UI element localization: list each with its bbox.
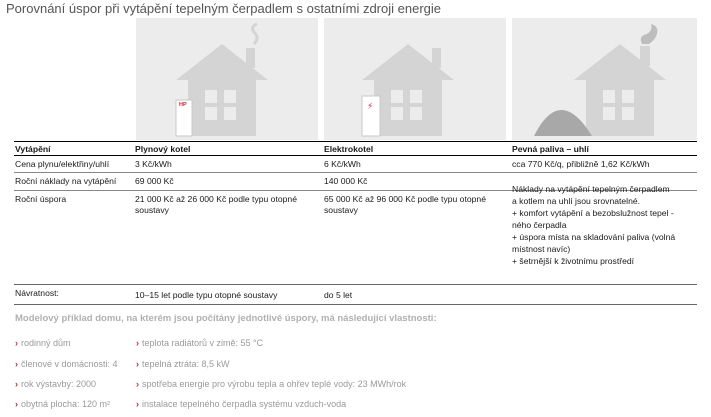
- panel-electric: [324, 18, 506, 140]
- property-item: › tepelná ztráta: 8,5 kW: [136, 359, 230, 369]
- chevron-right-icon: ›: [15, 338, 18, 348]
- header-gas: Plynový kotel: [135, 144, 191, 154]
- note-line: + šetrnější k životnímu prostředí: [512, 256, 635, 266]
- header-electric: Elektrokotel: [324, 144, 374, 154]
- chevron-right-icon: ›: [136, 399, 139, 409]
- row-value: 69 000 Kč: [135, 176, 174, 186]
- row-value: 3 Kč/kWh: [135, 159, 172, 169]
- row-value: 140 000 Kč: [324, 176, 368, 186]
- header-label: Vytápění: [15, 144, 51, 154]
- panel-gas: [136, 18, 318, 140]
- panel-badge: ⚡: [367, 101, 374, 111]
- table-header-line: [14, 155, 697, 156]
- payback-electric: do 5 let: [324, 290, 353, 300]
- chevron-right-icon: ›: [15, 379, 18, 389]
- row-label: Roční úspora: [15, 194, 67, 204]
- page-title: Porovnání úspor při vytápění tepelným čerpadlem s ostatními zdroji energie: [6, 1, 441, 16]
- panel-solid-fuel: [512, 18, 697, 140]
- table-row-line: [14, 172, 697, 173]
- table-row-line: [14, 284, 697, 285]
- row-value: cca 770 Kč/q, přibližně 1,62 Kč/kWh: [512, 159, 650, 169]
- house-electric-icon: [324, 18, 506, 140]
- property-item: › obytná plocha: 120 m²: [15, 399, 111, 409]
- table-top-line: [14, 141, 697, 142]
- row-value: 65 000 Kč až 96 000 Kč podle typu otopné soustavy: [324, 194, 486, 215]
- row-label: Roční náklady na vytápění: [15, 176, 117, 186]
- note-line: místnost navíc): [512, 244, 571, 254]
- header-solid-fuel: Pevná paliva – uhlí: [512, 144, 589, 154]
- row-label: Cena plynu/elektřiny/uhlí: [15, 159, 110, 169]
- chevron-right-icon: ›: [15, 359, 18, 369]
- table-bottom-line: [14, 304, 697, 305]
- note-line: Náklady na vytápění tepelným čerpadlem: [512, 184, 670, 194]
- chevron-right-icon: ›: [136, 379, 139, 389]
- note-line: + komfort vytápění a bezobslužnost tepel -: [512, 208, 674, 218]
- property-item: › rok výstavby: 2000: [15, 379, 97, 389]
- property-item: › instalace tepelného čerpadla systému vzduch-voda: [136, 399, 347, 409]
- payback-gas: 10–15 let podle typu otopné soustavy: [135, 290, 278, 300]
- house-heat-pump-icon: [136, 18, 318, 140]
- property-item: › teplota radiátorů v zimě: 55 °C: [136, 338, 264, 348]
- row-value: 6 Kč/kWh: [324, 159, 361, 169]
- row-value: 21 000 Kč až 26 000 Kč podle typu otopné soustavy: [135, 194, 297, 215]
- note-line: + úspora místa na skladování paliva (volná: [512, 232, 676, 242]
- footer-title: Modelový příklad domu, na kterém jsou počítány jednotlivé úspory, má následující vlastnosti:: [15, 313, 437, 324]
- property-item: › spotřeba energie pro výrobu tepla a ohřev teplé vody: 23 MWh/rok: [136, 379, 407, 389]
- note-line: ného čerpadla: [512, 220, 567, 230]
- property-item: › rodinný dům: [15, 338, 71, 348]
- chevron-right-icon: ›: [136, 359, 139, 369]
- note-line: a kotlem na uhlí jsou srovnatelné.: [512, 196, 641, 206]
- payback-label: Návratnost:: [15, 288, 59, 298]
- panel-badge: HP: [179, 102, 187, 108]
- chevron-right-icon: ›: [136, 338, 139, 348]
- house-solid-fuel-icon: [512, 18, 697, 140]
- chevron-right-icon: ›: [15, 399, 18, 409]
- property-item: › členové v domácnosti: 4: [15, 359, 118, 369]
